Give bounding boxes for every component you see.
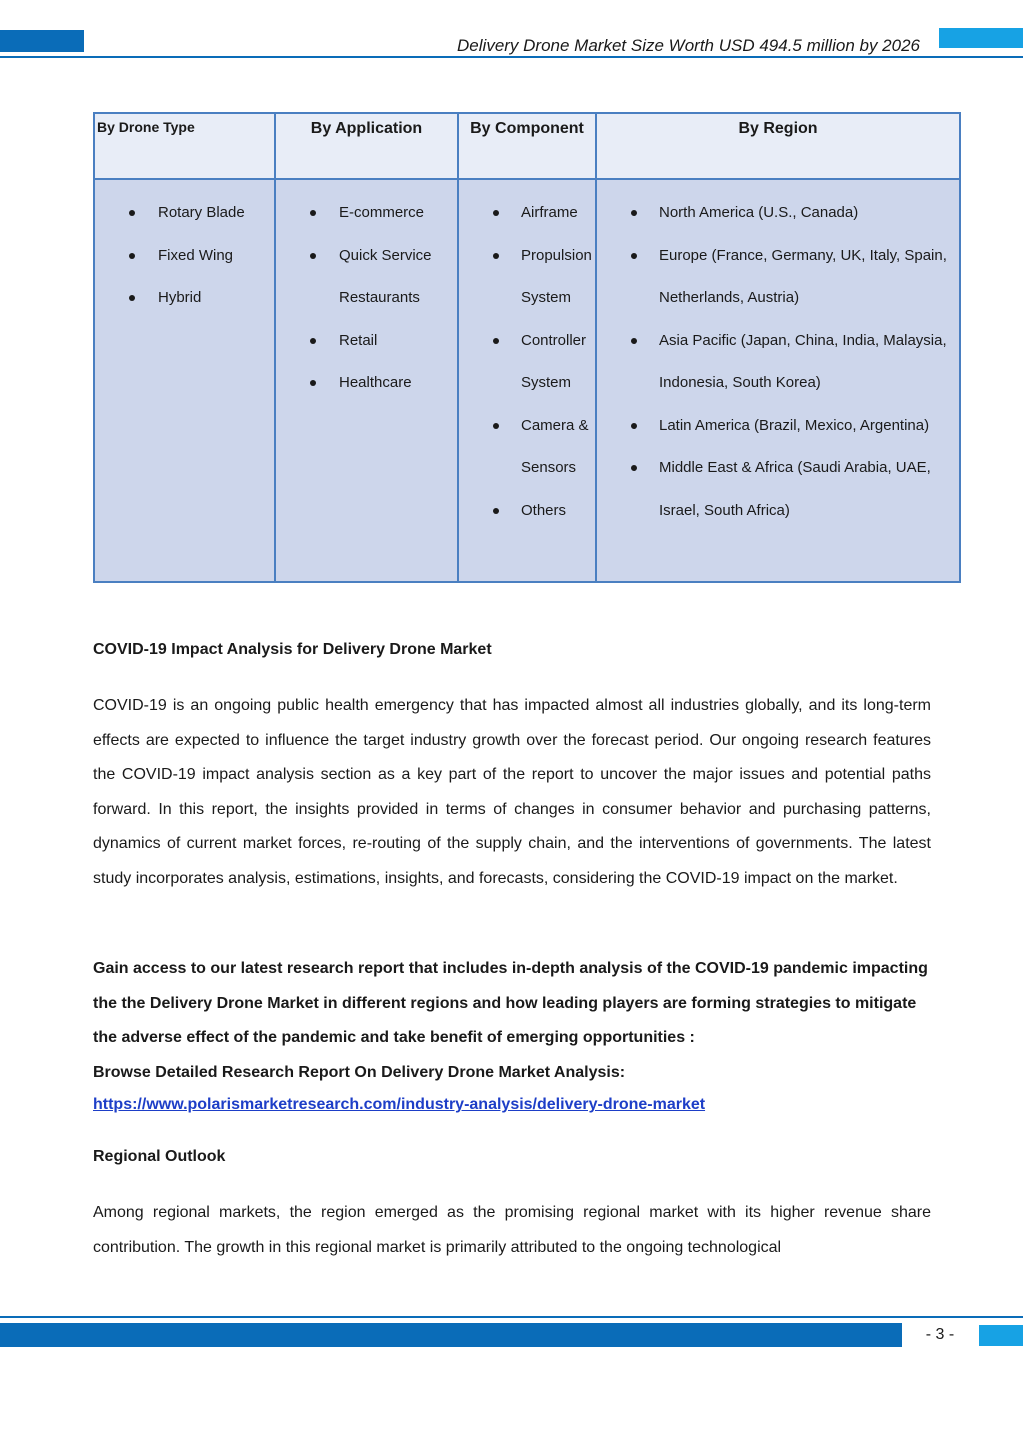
bullet-icon xyxy=(493,210,499,216)
drone-type-cell xyxy=(94,179,275,582)
bullet-icon xyxy=(310,253,316,259)
list-item-label: Retail xyxy=(339,331,378,349)
list-item xyxy=(276,362,457,405)
regional-heading: Regional Outlook xyxy=(93,1148,226,1165)
covid-paragraph: COVID-19 is an ongoing public health emergency that has impacted almost all industries globally, and its long-term effects are expected to influence the target industry growth over the forecast period. Our ongoing research features the COVID-19 impact analysis section as a key part of the report to uncover the major issues and potential paths forward. In this report, the insights provided in terms of changes in consumer behavior and purchasing patterns, dynamics of current market forces, re-routing of the supply chain, and the interventions of governments. The latest study incorporates analysis, estimations, insights, and forecasts, considering the COVID-19 impact on the market. xyxy=(93,697,931,887)
page-number: - 3 - xyxy=(925,1326,955,1343)
header-accent-right xyxy=(939,28,1023,48)
bullet-icon xyxy=(310,380,316,386)
header-drone-type: By Drone Type xyxy=(94,113,275,179)
bullet-icon xyxy=(631,423,637,429)
list-item xyxy=(95,235,274,278)
list-item-label: Airframe xyxy=(521,204,578,221)
list-item xyxy=(597,405,959,448)
list-item-label: Rotary Blade xyxy=(158,204,245,221)
list-item xyxy=(276,320,457,363)
bullet-icon xyxy=(493,423,499,429)
bullet-icon xyxy=(129,295,135,301)
component-cell xyxy=(458,179,596,582)
region-list xyxy=(597,180,959,532)
list-item-label: Camera & Sensors xyxy=(521,416,589,476)
list-item-label: E-commerce xyxy=(339,204,425,221)
list-item-label: Latin America (Brazil, Mexico, Argentina) xyxy=(659,416,930,434)
list-item-label: Fixed Wing xyxy=(158,246,234,264)
list-item xyxy=(276,192,457,235)
segmentation-table xyxy=(93,112,961,583)
bullet-icon xyxy=(310,338,316,344)
list-item xyxy=(95,192,274,235)
list-item xyxy=(459,235,595,320)
bullet-icon xyxy=(129,210,135,216)
report-link[interactable]: https://www.polarismarketresearch.com/industry-analysis/delivery-drone-market xyxy=(93,1096,706,1113)
bullet-icon xyxy=(129,253,135,259)
list-item-label: Quick Service Restaurants xyxy=(339,246,432,306)
list-item xyxy=(597,447,959,532)
footer-accent-right xyxy=(979,1325,1023,1346)
header-accent-left xyxy=(0,30,84,52)
region-cell xyxy=(596,179,960,582)
drone-type-list xyxy=(95,180,274,320)
list-item-label: Healthcare xyxy=(339,374,412,391)
application-cell xyxy=(275,179,458,582)
footer-bar xyxy=(0,1323,902,1347)
list-item xyxy=(459,192,595,235)
list-item xyxy=(276,235,457,320)
header-component: By Component xyxy=(458,113,596,179)
bullet-icon xyxy=(493,253,499,259)
cta-text: Gain access to our latest research report that includes in-depth analysis of the COVID-19 pandemic impacting the the Delivery Drone Market in different regions and how leading players are forming strategies to mitigate the adverse effect of the pandemic and take benefit of emerging opportunities : xyxy=(93,960,928,1046)
table-header-row xyxy=(94,113,960,179)
browse-text: Browse Detailed Research Report On Delivery Drone Market Analysis: xyxy=(93,1064,626,1081)
application-list xyxy=(276,180,457,405)
list-item xyxy=(459,405,595,490)
list-item xyxy=(95,277,274,320)
list-item-label: Propulsion System xyxy=(521,246,592,306)
list-item-label: Middle East & Africa (Saudi Arabia, UAE, Israel, South Africa) xyxy=(659,459,931,519)
list-item-label: Asia Pacific (Japan, China, India, Malaysia, Indonesia, South Korea) xyxy=(659,331,947,391)
list-item xyxy=(597,320,959,405)
list-item xyxy=(597,235,959,320)
list-item-label: Europe (France, Germany, UK, Italy, Spain, Netherlands, Austria) xyxy=(659,246,947,306)
list-item xyxy=(459,320,595,405)
table-body-row xyxy=(94,179,960,582)
list-item-label: Controller System xyxy=(521,331,587,391)
regional-paragraph: Among regional markets, the region emerged as the promising regional market with its higher revenue share contribution. The growth in this regional market is primarily attributed to the ongoing technological xyxy=(93,1204,931,1256)
list-item-label: North America (U.S., Canada) xyxy=(659,204,859,221)
list-item xyxy=(597,192,959,235)
list-item-label: Others xyxy=(521,501,567,519)
header-title: Delivery Drone Market Size Worth USD 494.5 million by 2026 xyxy=(457,36,920,55)
bullet-icon xyxy=(631,338,637,344)
bullet-icon xyxy=(631,210,637,216)
bullet-icon xyxy=(631,253,637,259)
header-application: By Application xyxy=(275,113,458,179)
bullet-icon xyxy=(493,338,499,344)
bullet-icon xyxy=(310,210,316,216)
list-item-label: Hybrid xyxy=(158,289,202,306)
bullet-icon xyxy=(631,465,637,471)
list-item xyxy=(459,490,595,533)
component-list xyxy=(459,180,595,532)
footer-rule xyxy=(0,1316,1023,1318)
header-rule xyxy=(0,56,1023,58)
covid-heading: COVID-19 Impact Analysis for Delivery Drone Market xyxy=(93,641,492,658)
header-region: By Region xyxy=(596,113,960,179)
bullet-icon xyxy=(493,508,499,514)
